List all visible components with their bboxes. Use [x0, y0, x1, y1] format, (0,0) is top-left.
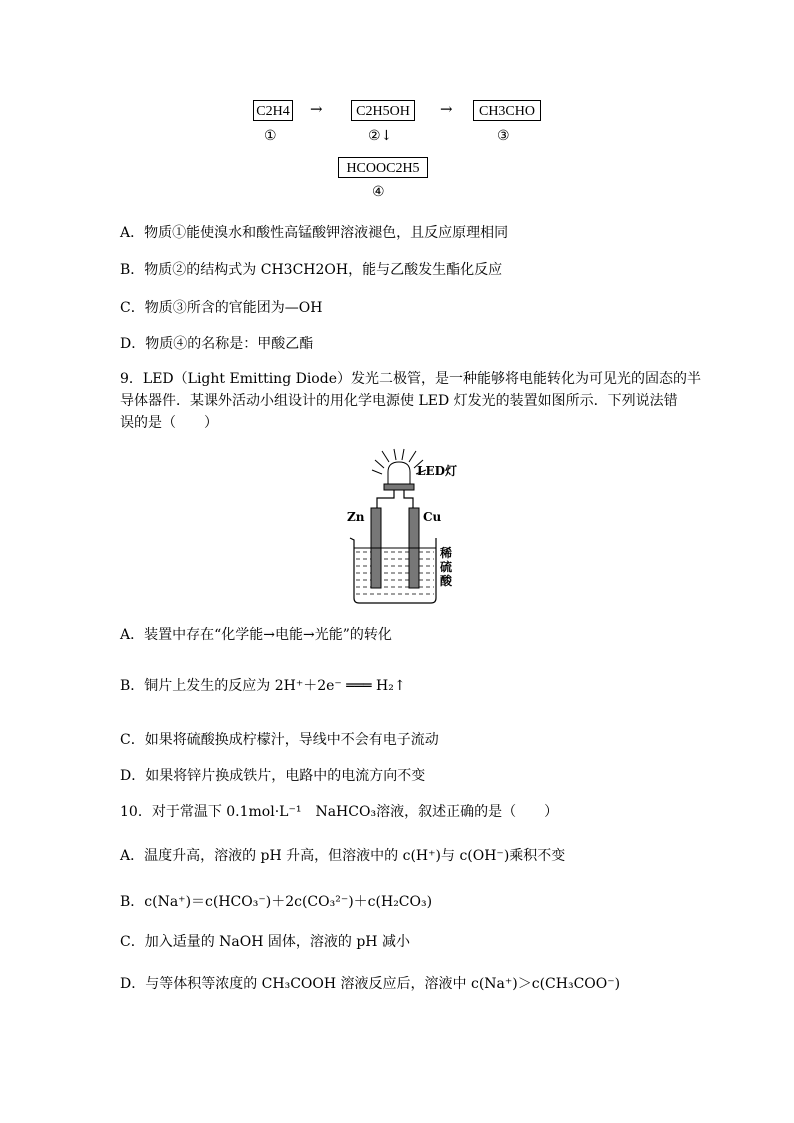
- q9-stem-line-3: 误的是（ ）: [120, 415, 218, 431]
- q8-option-a: A．物质①能使溴水和酸性高锰酸钾溶液褪色，且反应原理相同: [120, 225, 509, 241]
- q9-stem-line-2: 导体器件．某课外活动小组设计的用化学电源使 LED 灯发光的装置如图所示．下列说法错: [120, 393, 678, 409]
- q8-option-b: B．物质②的结构式为 CH3CH2OH，能与乙酸发生酯化反应: [120, 262, 503, 278]
- led-label: LED灯: [417, 464, 457, 478]
- compound-1-formula: C2H4: [256, 104, 290, 119]
- acid-solution: [356, 552, 434, 594]
- q10-stem: 10．对于常温下 0.1mol·L⁻¹ NaHCO₃溶液，叙述正确的是（ ）: [120, 804, 559, 820]
- q8-option-d: D．物质④的名称是：甲酸乙酯: [120, 336, 314, 352]
- q9-option-c: C．如果将硫酸换成柠檬汁，导线中不会有电子流动: [120, 732, 439, 748]
- compound-4-box: [338, 157, 428, 178]
- cu-label: Cu: [423, 510, 442, 524]
- q8-option-c: C．物质③所含的官能团为—OH: [120, 300, 323, 316]
- compound-4-label: ④: [372, 184, 385, 200]
- compound-3-box: [473, 100, 541, 121]
- compound-1-label: ①: [264, 128, 277, 144]
- q10-option-b: B．c(Na⁺)＝c(HCO₃⁻)＋2c(CO₃²⁻)＋c(H₂CO₃): [120, 894, 433, 910]
- q9-option-b-prefix: B．铜片上发生的反应为 2H⁺＋2e⁻: [120, 678, 342, 694]
- q9-stem-line-1: 9．LED（Light Emitting Diode）发光二极管，是一种能够将电能转化为可见光的固态的半: [120, 371, 701, 387]
- q9-option-b-product: H₂↑: [376, 678, 406, 694]
- zn-label: Zn: [347, 510, 365, 524]
- compound-1-box: [253, 100, 293, 121]
- q10-option-d: D．与等体积等浓度的 CH₃COOH 溶液反应后，溶液中 c(Na⁺)＞c(CH₃COO⁻): [120, 976, 621, 992]
- compound-4-formula: HCOOC2H5: [346, 161, 420, 176]
- led-bulb-icon: [388, 462, 410, 484]
- q9-option-d: D．如果将锌片换成铁片，电路中的电流方向不变: [120, 768, 426, 784]
- q10-option-c: C．加入适量的 NaOH 固体，溶液的 pH 减小: [120, 934, 410, 950]
- q9-option-b: [120, 676, 406, 696]
- arrow-2-to-3: →: [440, 100, 453, 118]
- compound-2-formula: C2H5OH: [356, 104, 410, 119]
- compound-3-formula: CH3CHO: [478, 104, 535, 119]
- compound-2-label: ②↓: [368, 128, 393, 144]
- acid-label: 稀硫酸: [440, 546, 453, 588]
- q10-option-a: A．温度升高，溶液的 pH 升高，但溶液中的 c(H⁺)与 c(OH⁻)乘积不变: [120, 848, 566, 864]
- arrow-1-to-2: →: [310, 100, 323, 118]
- compound-2-box: [351, 100, 415, 121]
- q9-option-b-equals: ═══: [346, 678, 372, 694]
- q9-option-a: A．装置中存在“化学能→电能→光能”的转化: [120, 627, 392, 643]
- compound-3-label: ③: [497, 128, 510, 144]
